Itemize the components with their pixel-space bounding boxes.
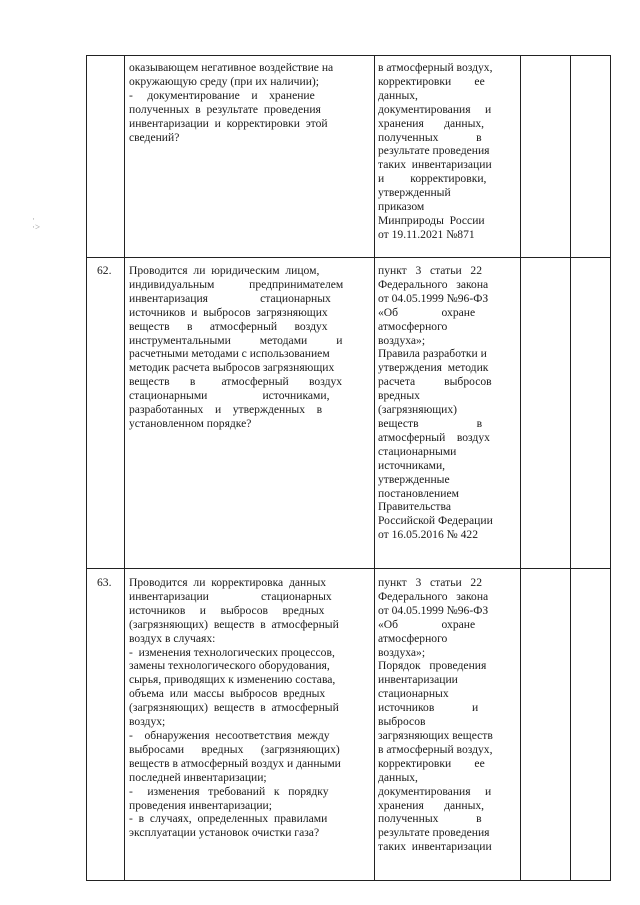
table-border-bottom: [86, 880, 610, 881]
table-border-right: [610, 55, 611, 881]
reference-text-continuation: в атмосферный воздух, корректировки ее данных, документирования и хранения данных, полученных в результате проведения таких инвентаризации и корректировки, утвержденный приказом Минприроды России от 19.11.2021 №871: [378, 61, 493, 241]
column-divider-reference: [520, 55, 521, 881]
column-divider-number: [124, 55, 125, 881]
question-text-continuation: оказывающем негативное воздействие на окружающую среду (при их наличии); - документирование и хранение полученных в результате проведения инвентаризации и корректировки этой сведений?: [129, 61, 334, 144]
row-number-62: 62.: [97, 264, 112, 277]
question-text-62: Проводится ли юридическим лицом, индивидуальным предпринимателем инвентаризация стационарных источников и выбросов загрязняющих веществ в атмосферный воздух инструментальными методами и расчетными методами с использованием методик расчета выбросов загрязняющих веществ в атмосферный воздух стационарными источниками, разработанных и утвержденных в установленном порядке?: [129, 264, 344, 430]
column-divider-question: [374, 55, 375, 881]
table-border-left: [86, 55, 87, 881]
row-divider-63: [86, 568, 610, 569]
row-divider-62: [86, 257, 610, 258]
reference-text-62: пункт 3 статьи 22 Федерального закона от 04.05.1999 №96-ФЗ «Об охране атмосферного воздуха»; Правила разработки и утверждения методик расчета выбросов вредных (загрязняющих) веществ в атмосферный воздух стационарными источниками, утвержденные постановлением Правительства Российской Федерации от 16.05.2016 № 422: [378, 264, 493, 542]
column-divider-extra: [570, 55, 571, 881]
margin-scan-mark: · ·>: [32, 214, 41, 232]
row-number-63: 63.: [97, 576, 112, 589]
reference-text-63: пункт 3 статьи 22 Федерального закона от 04.05.1999 №96-ФЗ «Об охране атмосферного воздуха»; Порядок проведения инвентаризации стационарных источников и выбросов загрязняющих веществ в атмосферный воздух, корректировки ее данных, документирования и хранения данных, полученных в результате проведения таких инвентаризации: [378, 576, 493, 854]
table-border-top: [86, 55, 610, 56]
question-text-63: Проводится ли корректировка данных инвентаризации стационарных источников и выбросов вредных (загрязняющих) веществ в атмосферный воздух в случаях: - изменения технологических процессов, замены технологического оборудования, сырья, приводящих к изменению состава, объема или массы выбросов вредных (загрязняющих) веществ в атмосферный воздух; - обнаружения несоответствия между выбросами вредных (загрязняющих) веществ в атмосферный воздух и данными последней инвентаризации; - изменения требований к порядку проведения инвентаризации; - в случаях, определенных правилами эксплуатации установок очистки газа?: [129, 576, 341, 840]
